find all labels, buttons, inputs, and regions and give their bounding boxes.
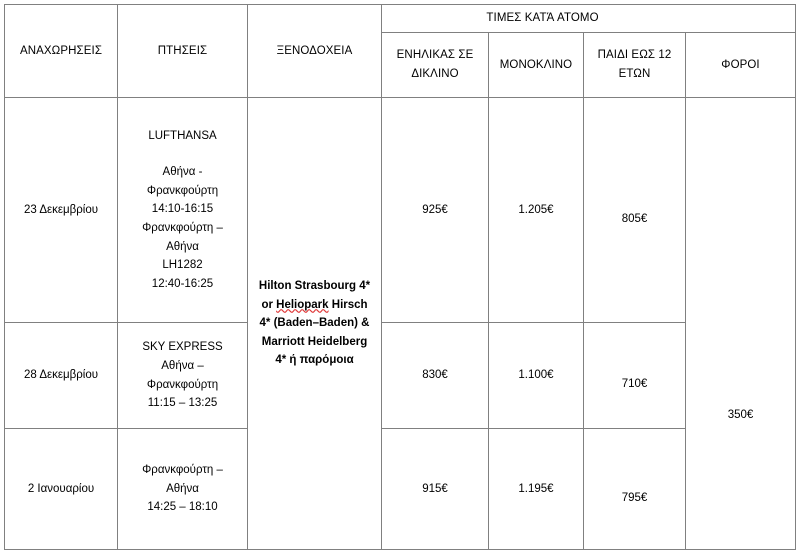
cell-taxes bbox=[686, 98, 796, 550]
cell-price-single-3: 1.195€ bbox=[489, 429, 584, 550]
column-header-group-prices-per-person bbox=[382, 5, 796, 33]
cell-departure-date-2: 28 Δεκεμβρίου bbox=[5, 323, 118, 429]
flight-line: Αθήνα bbox=[166, 482, 199, 495]
cell-departure-date-1: 23 Δεκεμβρίου bbox=[5, 98, 118, 323]
cell-price-adult-twin-1: 925€ bbox=[382, 98, 489, 323]
flight-line: Αθήνα - bbox=[162, 166, 203, 179]
cell-price-adult-twin-3: 915€ bbox=[382, 429, 489, 550]
table-row bbox=[5, 429, 796, 550]
column-header-departures: ΑΝΑΧΩΡΗΣΕΙΣ bbox=[5, 5, 118, 98]
flight-line: LH1282 bbox=[162, 259, 203, 272]
table-header-row-group bbox=[5, 5, 796, 33]
price-child-value-3: 795€ bbox=[621, 491, 648, 504]
flight-line: Φρανκφούρτη – bbox=[142, 221, 223, 234]
cell-departure-date-3: 2 Ιανουαρίου bbox=[5, 429, 118, 550]
taxes-value: 350€ bbox=[727, 409, 754, 422]
table-row bbox=[5, 98, 796, 323]
flight-lines-1 bbox=[142, 166, 223, 290]
cell-flights-2 bbox=[118, 323, 248, 429]
cell-hotels bbox=[248, 98, 382, 550]
cell-price-child-2 bbox=[584, 323, 686, 429]
hotel-line-2-prefix: or bbox=[261, 298, 277, 311]
pricing-table bbox=[4, 4, 796, 550]
column-header-flights: ΠΤΗΣΕΙΣ bbox=[118, 5, 248, 98]
hotel-line-4: Marriott Heidelberg bbox=[261, 335, 368, 348]
column-header-child-to-12: ΠΑΙΔΙ ΕΩΣ 12 ΕΤΩΝ bbox=[584, 33, 686, 98]
flight-line: Φρανκφούρτη bbox=[146, 378, 219, 391]
hotel-line-2-misspelled-word: Heliopark bbox=[276, 298, 329, 311]
cell-flights-3 bbox=[118, 429, 248, 550]
column-header-hotels: ΞΕΝΟΔΟΧΕΙΑ bbox=[248, 5, 382, 98]
hotel-text bbox=[259, 280, 370, 367]
flight-line: Φρανκφούρτη – bbox=[142, 464, 223, 477]
cell-price-adult-twin-2: 830€ bbox=[382, 323, 489, 429]
column-header-taxes: ΦΟΡΟΙ bbox=[686, 33, 796, 98]
flight-line: Αθήνα – bbox=[161, 359, 204, 372]
flight-line: 11:15 – 13:25 bbox=[147, 397, 218, 410]
table-row bbox=[5, 323, 796, 429]
price-child-value-2: 710€ bbox=[621, 378, 648, 391]
flight-line: Φρανκφούρτη bbox=[146, 184, 219, 197]
cell-price-child-1 bbox=[584, 98, 686, 323]
cell-price-child-3 bbox=[584, 429, 686, 550]
cell-price-single-2: 1.100€ bbox=[489, 323, 584, 429]
flight-line: SKY EXPRESS bbox=[142, 341, 223, 354]
flight-lines-2 bbox=[142, 341, 222, 409]
column-header-single: ΜΟΝΟΚΛΙΝΟ bbox=[489, 33, 584, 98]
flight-carrier-1: LUFTHANSA bbox=[148, 129, 217, 142]
hotel-line-3: 4* (Baden–Baden) & bbox=[259, 317, 370, 330]
flight-line: 14:25 – 18:10 bbox=[147, 501, 218, 514]
column-header-group-prices-per-person-label: ΤΙΜΕΣ ΚΑΤΆ ΑΤΟΜΟ bbox=[486, 12, 599, 25]
flight-line: 14:10-16:15 bbox=[151, 203, 214, 216]
price-child-value-1: 805€ bbox=[621, 212, 648, 225]
flight-lines-3 bbox=[142, 464, 223, 513]
cell-price-single-1: 1.205€ bbox=[489, 98, 584, 323]
hotel-line-1: Hilton Strasbourg 4* bbox=[258, 279, 371, 292]
flight-line: Αθήνα bbox=[166, 240, 199, 253]
cell-flights-1 bbox=[118, 98, 248, 323]
column-header-adult-twin: ΕΝΗΛΙΚΑΣ ΣΕ ΔΙΚΛΙΝΟ bbox=[382, 33, 489, 98]
hotel-line-5: 4* ή παρόμοια bbox=[275, 354, 354, 367]
flight-line: 12:40-16:25 bbox=[151, 277, 214, 290]
hotel-line-2-suffix: Hirsch bbox=[328, 298, 368, 311]
